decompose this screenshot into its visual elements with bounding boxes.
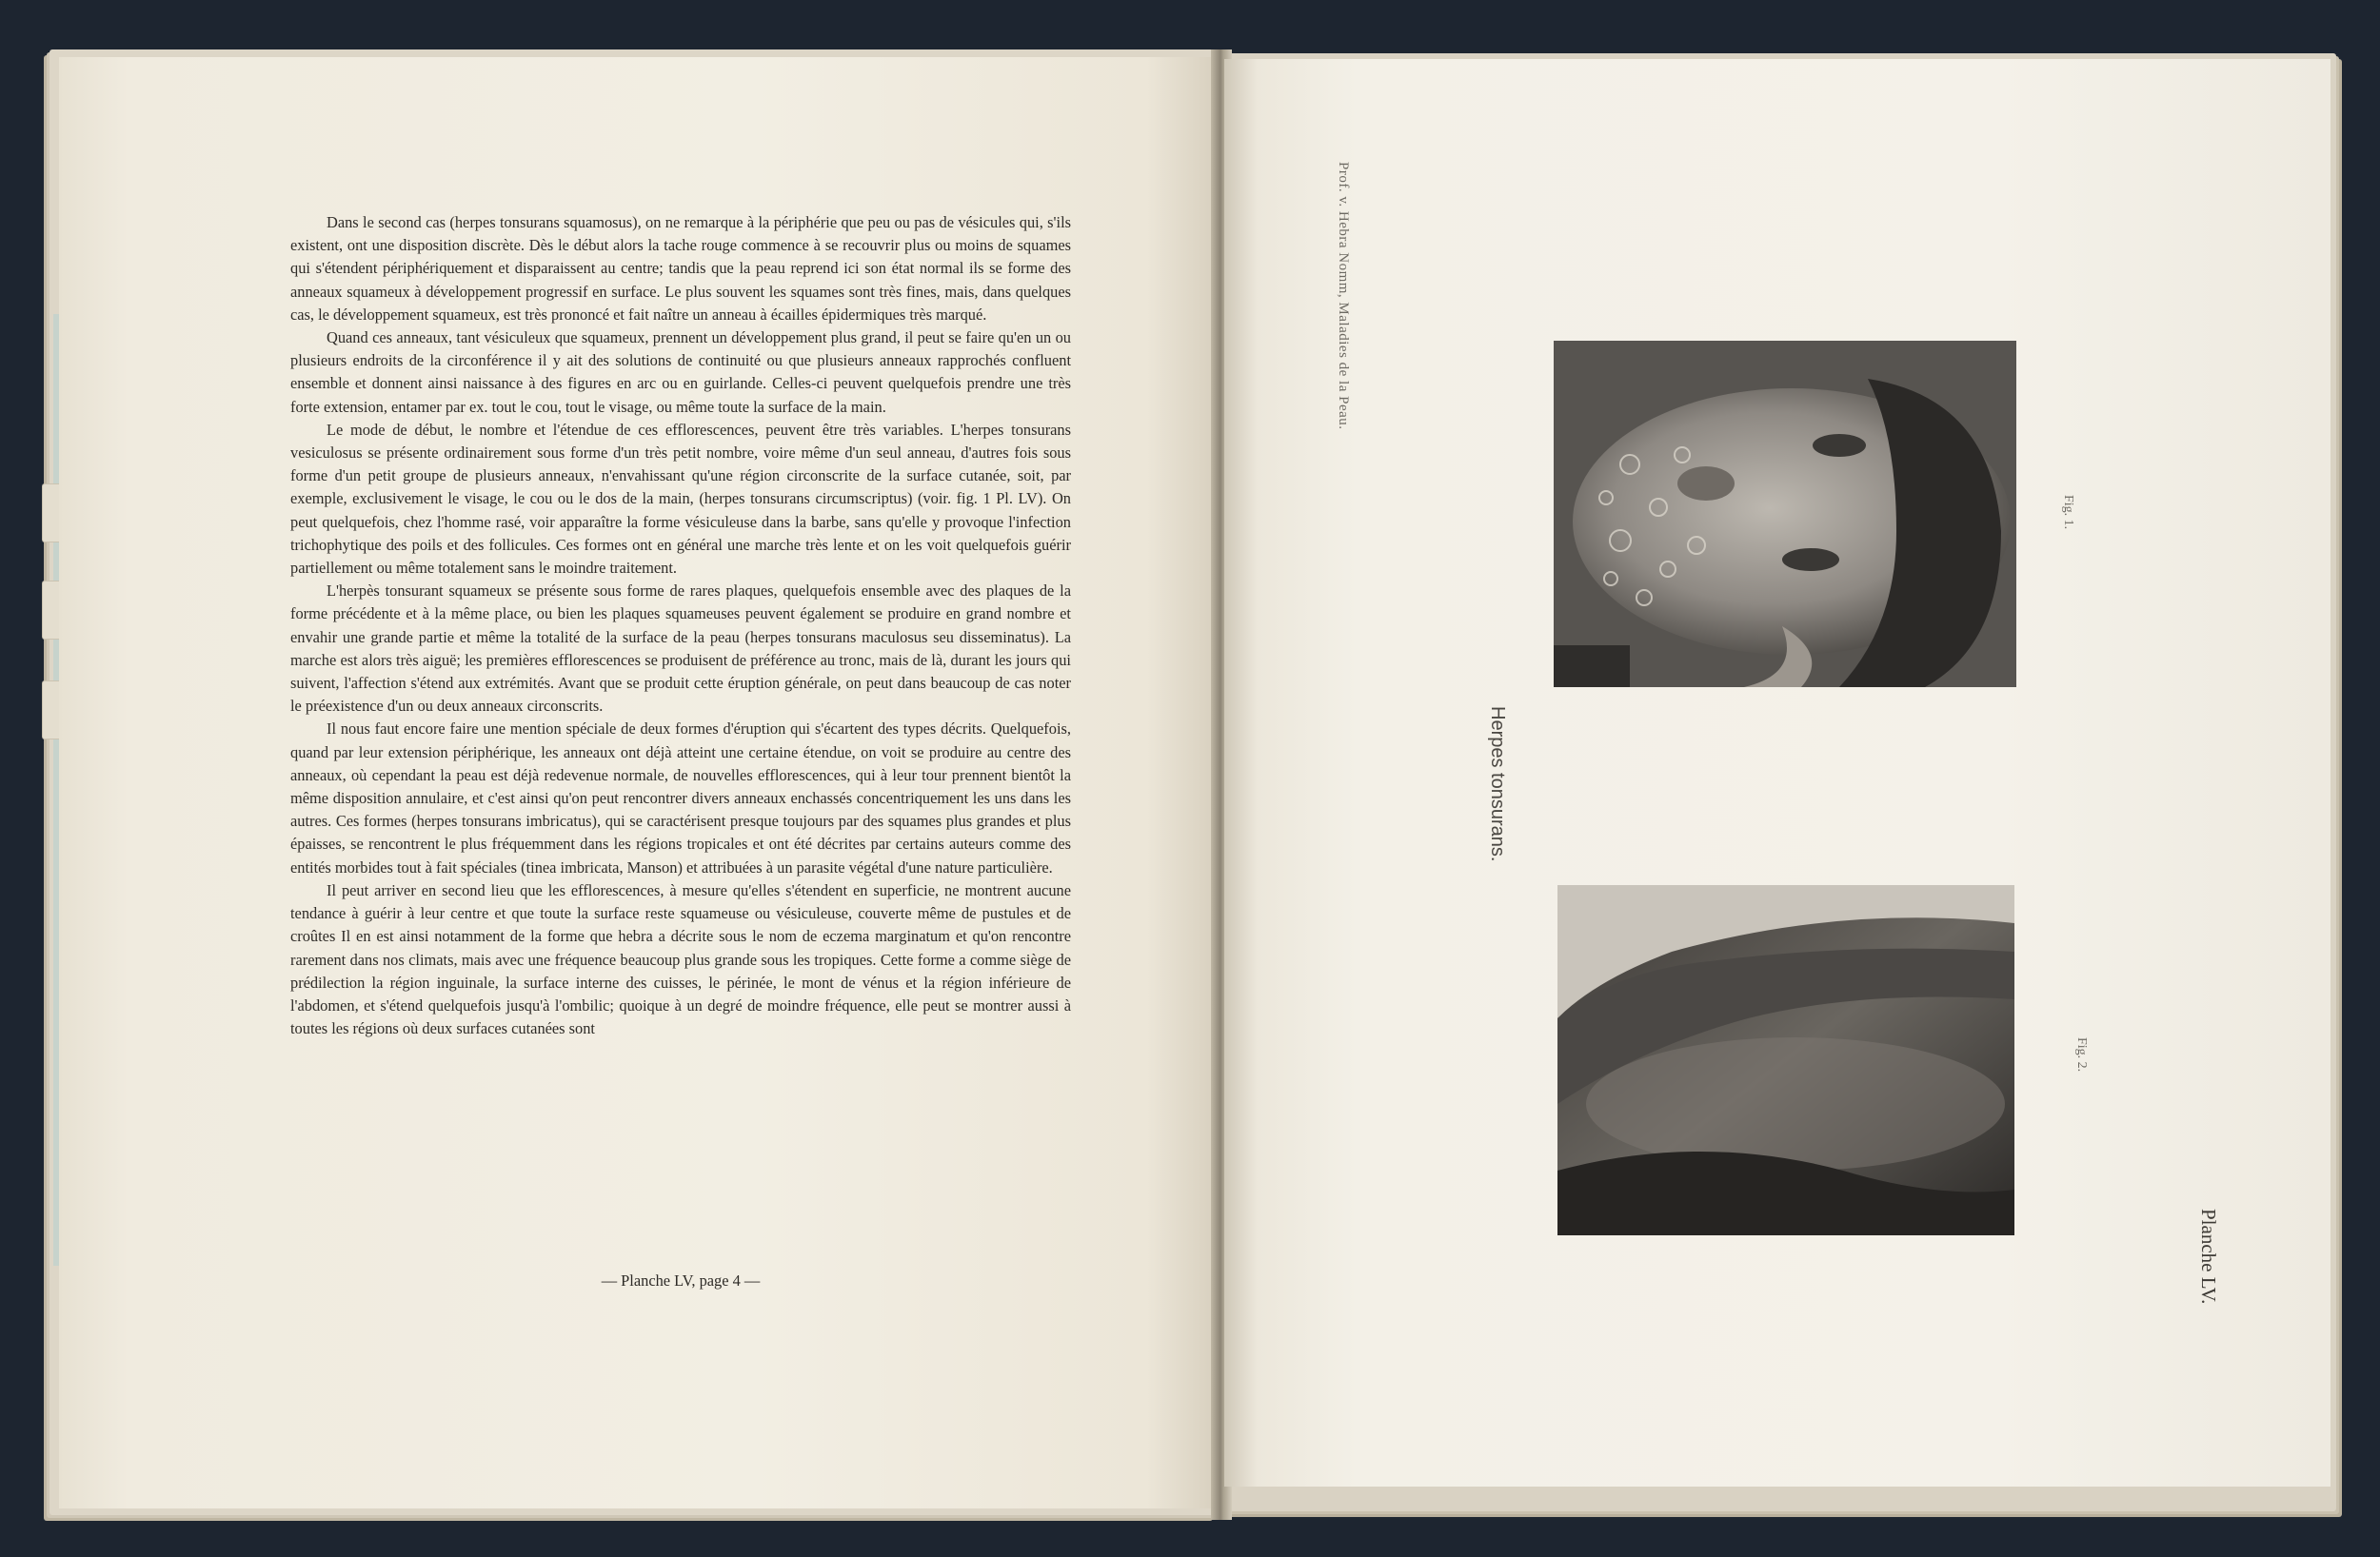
plate-credit: Prof. v. Hebra Nomm, Maladies de la Peau. <box>1336 162 1351 430</box>
page-tab <box>42 483 60 542</box>
page-tab <box>42 680 60 739</box>
paragraph: Dans le second cas (herpes tonsurans squamosus), on ne remarque à la périphérie que peu ou pas de vésicules qui, s'ils existent, ont une disposition discrète. Dès le début alors la tache rouge commence à se recouvrir plus ou moins de squames qui s'étendent périphériquement et disparaissent au centre; tandis que la peau reprend ici son état normal ils se forme des anneaux squameux à développement progressif en surface. Le plus souvent les squames sont très fines, mais, dans quelques cas, le développement squameux, est très prononcé et fait naître un anneau à écailles épidermiques très marqué. <box>290 213 1071 324</box>
right-page <box>1224 59 2330 1487</box>
figure-2-label: Fig. 2. <box>2074 1037 2089 1073</box>
paragraph: L'herpès tonsurant squameux se présente sous forme de rares plaques, quelquefois ensemble avec des plaques de la forme précédente et à la même place, ou bien les plaques squameuses peuvent également se produire en grand nombre et envahir une grande partie et même la totalité de la surface de la peau (herpes tonsurans maculosus seu disseminatus). La marche est alors très aiguë; les premières efflorescences se produisent de préférence au tronc, mais de là, durant les jours qui suivent, l'affection s'étend aux extrémités. Avant que se produit cette éruption générale, on peut dans beaucoup de cas noter le préexistence d'un ou deux anneaux circonscrits. <box>290 581 1071 716</box>
paragraph: Il peut arriver en second lieu que les efflorescences, à mesure qu'elles s'étendent en superficie, ne montrent aucune tendance à guérir à leur centre et que toute la surface reste squameuse ou vésiculeuse, couverte même de pustules et de croûtes Il en est ainsi notamment de la forme que hebra a décrite sous le nom de eczema marginatum et qu'on rencontre rarement dans nos climats, mais avec une fréquence beaucoup plus grande sous les tropiques. Cette forme a comme siège de prédilection la région inguinale, la surface interne des cuisses, le périnée, le mont de vénus et la région inférieure de l'abdomen, et s'étend quelquefois jusqu'à l'ombilic; quoique à un degré de moindre fréquence, elle peut se montrer aussi à toutes les régions où deux surfaces cutanées sont <box>290 880 1071 1038</box>
figure-2-photo <box>1557 885 2014 1235</box>
paragraph: Quand ces anneaux, tant vésiculeux que squameux, prennent un développement plus grand, il peut se faire qu'en un ou plusieurs endroits de la circonférence il y ait des solutions de continuité ou que plusieurs anneaux rapprochés confluent ensemble et donnent ainsi naissance à des figures en arc ou en guirlande. Celles-ci peuvent quelquefois prendre une très forte extension, entamer par ex. tout le cou, tout le visage, ou même toute la surface de la main. <box>290 328 1071 416</box>
body-text <box>290 211 1071 1040</box>
figure-1-photo <box>1554 341 2016 687</box>
page-tab <box>42 581 60 640</box>
plate-title: Herpes tonsurans. <box>1487 706 1508 862</box>
paragraph: Il nous faut encore faire une mention spéciale de deux formes d'éruption qui s'écartent des types décrits. Quelquefois, quand par leur extension périphérique, les anneaux ont déjà atteint une certaine étendue, on voit se produire au centre des anneaux, où cependant la peau est déjà redevenue normale, de nouvelles efflorescences, qui à leur tour prennent bientôt la même disposition annulaire, et c'est ainsi qu'on peut rencontrer divers anneaux enchassés concentriquement les uns dans les autres. Ces formes (herpes tonsurans imbricatus), qui se caractérisent presque toujours par des squames plus grandes et plus épaisses, se rencontrent le plus fréquemment dans les régions tropicales et ont été décrites par certains auteurs comme des entités morbides tout à fait spéciales (tinea imbricata, Manson) et attribuées à un parasite végétal d'une nature particulière. <box>290 719 1071 877</box>
page-footer: — Planche LV, page 4 — <box>601 1271 761 1290</box>
paragraph: Le mode de début, le nombre et l'étendue de ces efflorescences, peuvent être très variables. L'herpes tonsurans vesiculosus se présente ordinairement sous forme d'un très petit nombre, voire même d'un seul anneau, d'autres fois sous forme d'un petit groupe de plusieurs anneaux, n'envahissant qu'une région circonscrite de la surface cutanée, soit, par exemple, exclusivement le visage, le cou ou le dos de la main, (herpes tonsurans circumscriptus) (voir. fig. 1 Pl. LV). On peut quelquefois, chez l'homme rasé, voir apparaître la forme vésiculeuse dans la barbe, sans qu'elle y provoque l'infection trichophytique des poils et des follicules. Ces formes ont en général une marche très lente et on les voit quelquefois guérir partiellement ou même totalement sans le moindre traitement. <box>290 420 1071 578</box>
figure-1-label: Fig. 1. <box>2061 495 2075 530</box>
plate-number: Planche LV. <box>2197 1209 2220 1305</box>
